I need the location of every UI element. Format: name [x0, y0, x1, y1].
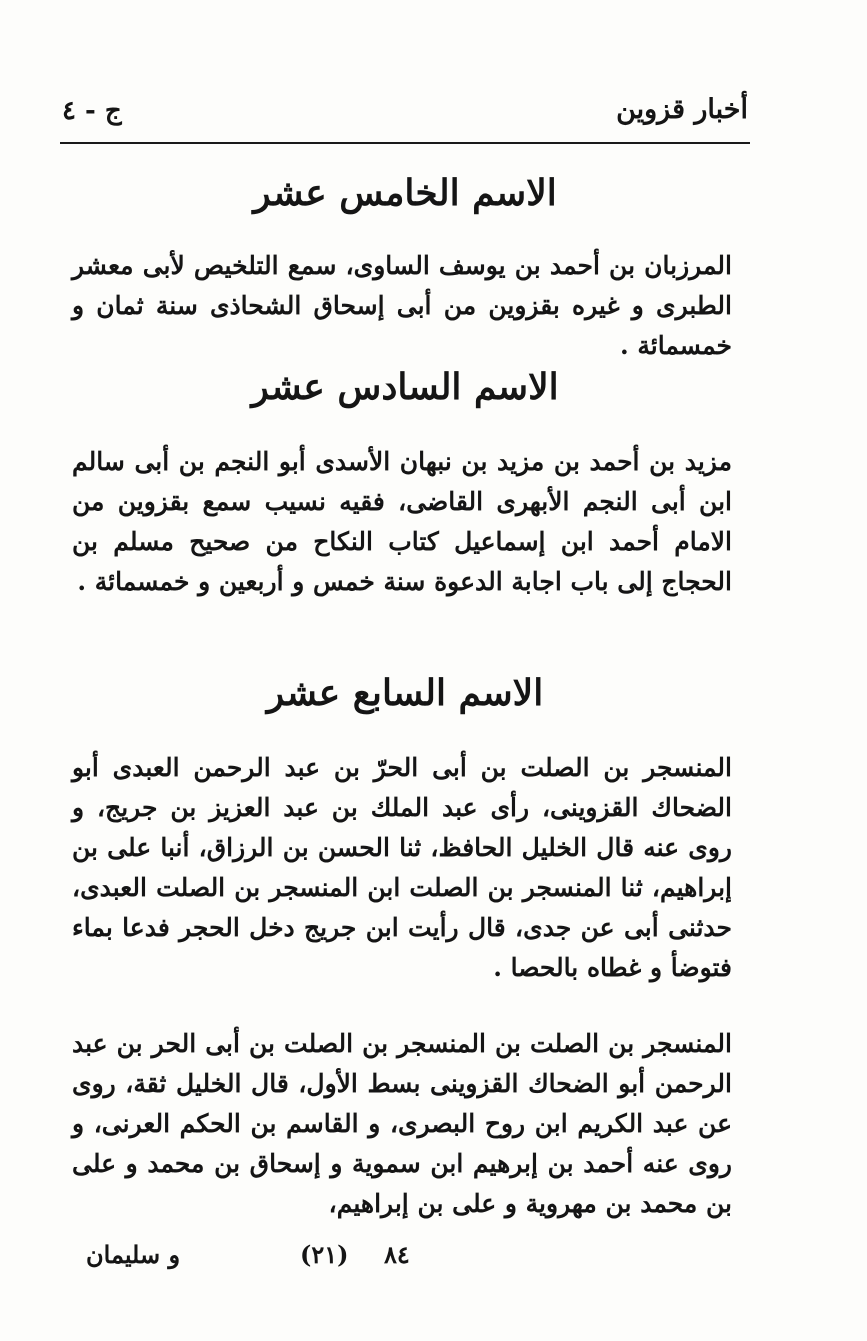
section-title-15: الاسم الخامس عشر	[253, 172, 557, 214]
entry-munsajir-1: المنسجر بن الصلت بن أبى الحرّ بن عبد الرحمن العبدى أبو الضحاك القزوينى، رأى عبد الملك بن عبد العزيز بن جريج، و روى عنه قال الخليل الحافظ، ثنا الحسن بن الرزاق، أنبا على بن إبراهيم، ثنا المنسجر بن الصلت ابن المنسجر بن الصلت العبدى، حدثنى أبى عن جدى، قال رأيت ابن جريج دخل الحجر فدعا بماء فتوضأ و غطاه بالحصا .	[72, 753, 732, 982]
page-footer	[62, 1240, 748, 1280]
entry-munsajir-2: المنسجر بن الصلت بن المنسجر بن الصلت بن أبى الحر بن عبد الرحمن أبو الضحاك القزوينى بسط الأول، قال الخليل ثقة، روى عن عبد الكريم ابن روح البصرى، و القاسم بن الحكم العرنى، و روى عنه أحمد بن إبرهيم ابن سموية و إسحاق بن محمد و على بن محمد بن مهروية و على بن إبراهيم،	[72, 1029, 732, 1218]
entry-marzuban: المرزبان بن أحمد بن يوسف الساوى، سمع التلخيص لأبى معشر الطبرى و غيره بقزوين من أبى إسحاق الشحاذى سنة ثمان و خمسمائة .	[72, 251, 732, 360]
header-rule	[60, 142, 750, 144]
volume-label: ج - ٤	[62, 96, 122, 126]
section-title-16: الاسم السادس عشر	[251, 366, 559, 408]
page-number: ٨٤	[384, 1240, 410, 1269]
entry-mazid: مزيد بن أحمد بن مزيد بن نبهان الأسدى أبو النجم بن أبى سالم ابن أبى النجم الأبهرى القاضى، فقيه نسيب سمع بقزوين من الامام أحمد ابن إسماعيل كتاب النكاح من صحيح مسلم بن الحجاج إلى باب اجابة الدعوة سنة خمس و أربعين و خمسمائة .	[72, 447, 732, 596]
section-title-17: الاسم السابع عشر	[266, 672, 544, 714]
catchword: و سليمان	[86, 1240, 181, 1269]
book-title: أخبار قزوين	[616, 94, 748, 125]
running-header	[62, 92, 748, 136]
signature-mark: (٢١)	[300, 1240, 349, 1269]
